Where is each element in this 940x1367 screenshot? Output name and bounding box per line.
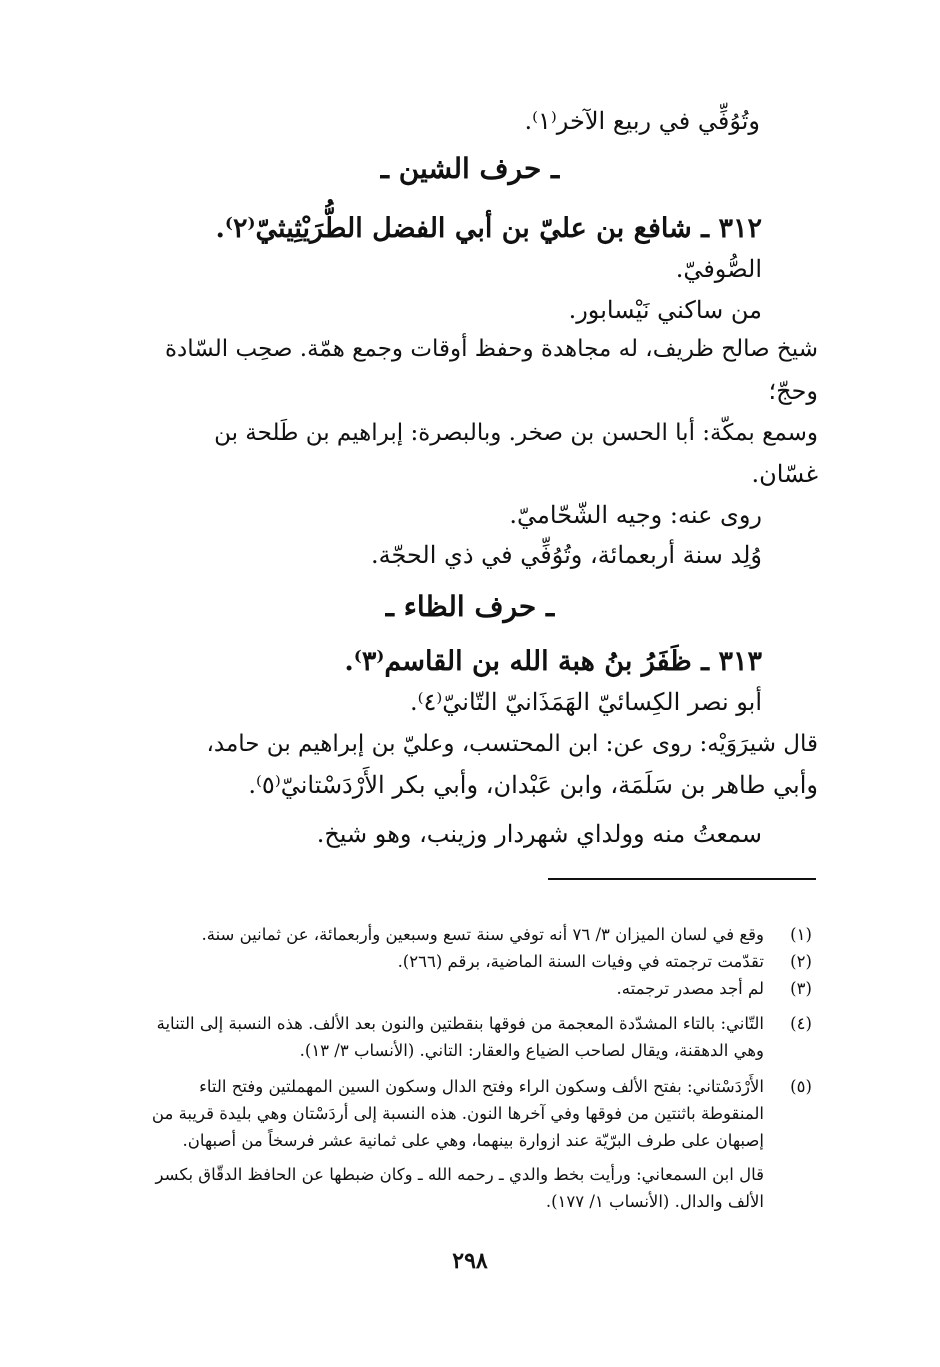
footnote-number: (٥) (790, 1077, 812, 1096)
footnote-number: (٤) (790, 1014, 812, 1033)
text-line: روى عنه: وجيه الشّحّاميّ. (509, 501, 762, 529)
text-line: أبو نصر الكِسائيّ الهَمَذَانيّ التّانيّ⁽٤⁾. (409, 688, 762, 716)
section-heading-shin: ـ حرف الشين ـ (380, 152, 560, 185)
footnote-line: لم أجد مصدر ترجمته. (616, 979, 764, 998)
text-line: وأبي طاهر بن سَلَمَة، وابن عَبْدان، وأبي بكر الأَرْدَسْتانيّ⁽٥⁾. (248, 771, 818, 799)
footnote-line: الألف والدال. (الأنساب ١/ ١٧٧). (545, 1192, 764, 1211)
text-line: غسّان. (751, 460, 818, 488)
footnote-line: التّاني: بالتاء المشدّدة المعجمة من فوقها بنقطتين والنون بعد الألف. هذه النسبة إلى التناية (156, 1014, 764, 1033)
footnote-line: وقع في لسان الميزان ٣/ ٧٦ أنه توفي سنة تسع وسبعين وأربعمائة، عن ثمانين سنة. (201, 925, 764, 944)
text-line: شيخ صالح ظريف، له مجاهدة وحفظ أوقات وجمع همّة. صحِب السّادة (164, 336, 818, 362)
text-line: وتُوُفِّي في ربيع الآخر⁽١⁾. (524, 107, 760, 135)
page-number: ٢٩٨ (452, 1248, 488, 1274)
footnote-number: (٣) (790, 979, 812, 998)
footnote-separator (548, 878, 816, 880)
text-line: سمعتُ منه وولداي شهردار وزينب، وهو شيخ. (316, 820, 762, 848)
footnote-line: إصبهان على طرف البرّيّة عند ازوارة بينهما، وهي على ثمانية عشر فرسخاً من أصبهان. (182, 1131, 764, 1150)
footnote-line: وهي الدهقنة، ويقال لصاحب الضياع والعقار: التاني. (الأنساب ٣/ ١٣). (299, 1041, 764, 1060)
section-heading-zaa: ـ حرف الظاء ـ (385, 590, 555, 623)
text-line: وسمع بمكّة: أبا الحسن بن صخر. وبالبصرة: إبراهيم بن طَلحة بن (214, 420, 818, 446)
entry-title-312: ٣١٢ ـ شافع بن عليّ بن أبي الفضل الطُّرَيْثِيثيّ⁽٢⁾. (215, 213, 762, 244)
footnote-line: الأَرْدَسْتاني: بفتح الألف وسكون الراء وفتح الدال وسكون السين المهملتين وفتح التاء (199, 1077, 764, 1096)
text-line: الصُّوفيّ. (675, 255, 762, 283)
entry-title-313: ٣١٣ ـ ظَفَرُ بنُ هبة الله بن القاسم⁽٣⁾. (344, 646, 762, 677)
footnote-number: (٢) (790, 952, 812, 971)
text-line: من ساكني نَيْسابور. (568, 296, 762, 324)
footnote-line: قال ابن السمعاني: ورأيت بخط والدي ـ رحمه الله ـ وكان ضبطها عن الحافظ الدقّاق بكسر (155, 1165, 764, 1184)
text-line: وحجّ؛ (768, 377, 818, 405)
footnote-line: المنقوطة باثنتين من فوقها وفي آخرها النون. هذه النسبة إلى أردَسْتان وهي بليدة قريبة من (151, 1104, 764, 1123)
footnote-line: تقدّمت ترجمته في وفيات السنة الماضية، برقم (٢٦٦). (397, 952, 764, 971)
footnote-number: (١) (790, 925, 812, 944)
text-line: وُلِد سنة أربعمائة، وتُوُفِّي في ذي الحجّة. (370, 541, 762, 569)
text-line: قال شيرَوَيْه: روى عن: ابن المحتسب، وعليّ بن إبراهيم بن حامد، (206, 731, 818, 757)
